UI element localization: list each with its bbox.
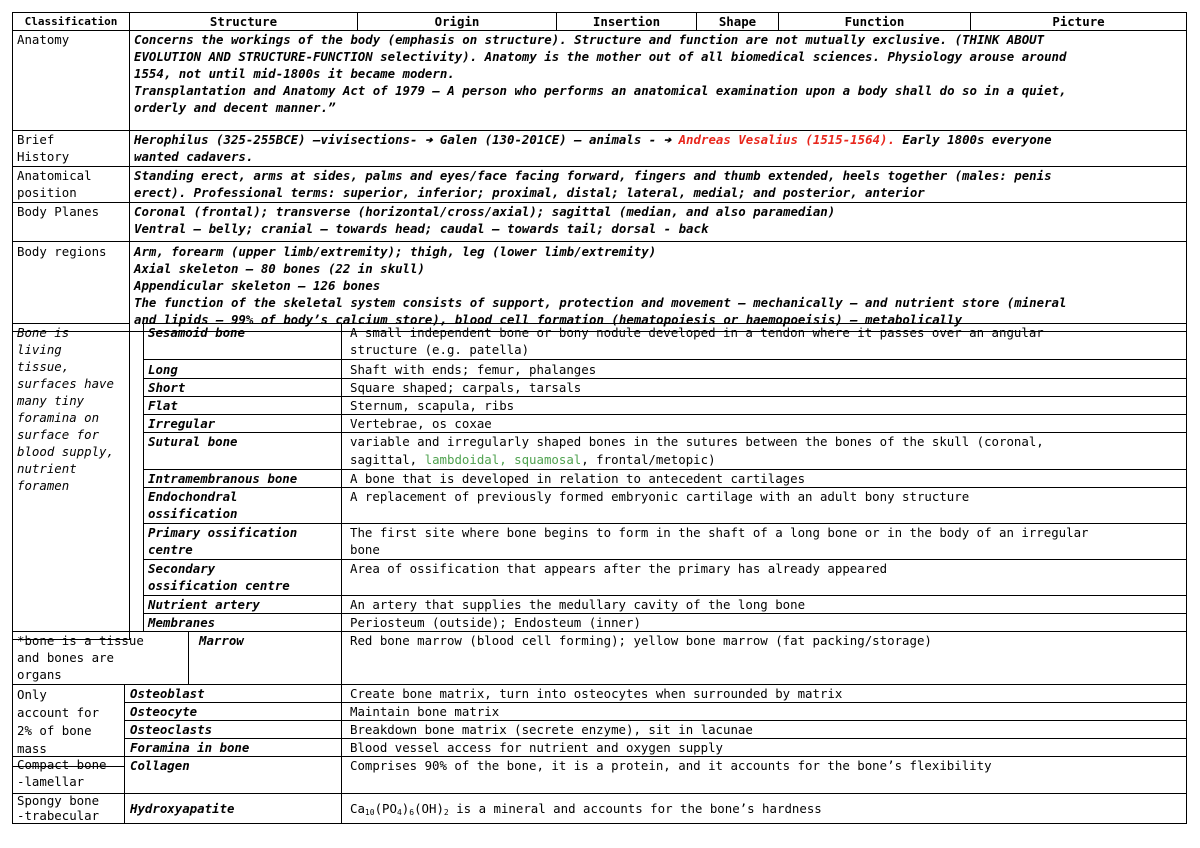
term-secondary-ossification: Secondary — [148, 561, 216, 576]
term-cell — [143, 414, 342, 433]
cells-label: account for — [17, 705, 100, 720]
row-label-body-planes — [12, 202, 130, 242]
row-label-spongy — [12, 793, 125, 824]
desc-line: bone — [350, 542, 380, 557]
desc-cell — [341, 378, 1187, 397]
bone-living-label: nutrient — [17, 461, 77, 476]
marrow-label: and bones are — [17, 650, 114, 665]
anatomical-position-label: Anatomical — [17, 168, 92, 183]
desc-line: Blood vessel access for nutrient and oxygen supply — [350, 740, 723, 755]
term-cell — [143, 378, 342, 397]
bone-living-label: tissue, — [17, 359, 70, 374]
marrow-label: *bone is a tissue — [17, 633, 144, 648]
term-cell — [143, 432, 342, 470]
header-cell-structure — [129, 12, 358, 31]
brief-history-line: wanted cadavers. — [134, 149, 254, 164]
term-cell — [124, 738, 342, 757]
formula: $Ca_{10}(PO_4)_6(OH)_2$ — [350, 801, 449, 817]
desc-line: An artery that supplies the medullary cavity of the long bone — [350, 597, 806, 612]
body-regions-line: The function of the skeletal system consists of support, protection and movement – mechanically – and nutrient store (mineral — [134, 295, 1067, 310]
term-cell — [143, 523, 342, 560]
body-regions-line: Axial skeleton – 80 bones (22 in skull) — [134, 261, 425, 276]
arrow-icon: ➔ — [424, 132, 433, 147]
brief-history-line: Herophilus (325-255BCE) –vivisections- ➔ Galen (130-201CE) – animals - ➔ Andreas Vesalius (1515-1564). Early 1800s everyone — [134, 132, 1052, 147]
bone-living-label: foramina on — [17, 410, 100, 425]
term-cell — [143, 323, 342, 360]
vesalius-highlight: Andreas Vesalius (1515-1564). — [671, 132, 895, 147]
desc-cell — [341, 684, 1187, 703]
term-irregular: Irregular — [148, 416, 216, 431]
body-regions-label: Body regions — [17, 244, 107, 259]
term-marrow: Marrow — [199, 633, 244, 648]
bone-living-label: blood supply, — [17, 444, 114, 459]
term-secondary-ossification: ossification centre — [148, 578, 290, 593]
desc-cell — [341, 359, 1187, 379]
header-cell-insertion — [556, 12, 697, 31]
spongy-label: -trabecular — [17, 808, 100, 823]
header-cell-picture — [970, 12, 1187, 31]
spongy-label: Spongy bone — [17, 793, 100, 808]
header-shape: Shape — [718, 14, 757, 29]
term-cell — [143, 487, 342, 524]
row-label-bone-living — [12, 323, 130, 640]
term-long: Long — [148, 362, 178, 377]
term-endochondral: ossification — [148, 506, 238, 521]
desc-line: Shaft with ends; femur, phalanges — [350, 362, 597, 377]
cells-label: mass — [17, 741, 47, 756]
term-endochondral: Endochondral — [148, 489, 238, 504]
term-hydroxyapatite: Hydroxyapatite — [130, 801, 235, 816]
row-label-anatomy — [12, 30, 130, 131]
anatomy-line: 1554, not until mid-1800s it became modern. — [134, 66, 455, 81]
notes-table — [12, 12, 1187, 824]
desc-line: Sternum, scapula, ribs — [350, 398, 515, 413]
desc-line: $Ca_{10}(PO_4)_6(OH)_2$ is a mineral and accounts for the bone’s hardness — [350, 801, 822, 817]
marrow-label: organs — [17, 667, 62, 682]
desc-line: Comprises 90% of the bone, it is a protein, and it accounts for the bone’s flexibility — [350, 758, 992, 773]
desc-cell — [341, 631, 1187, 685]
term-osteoclasts: Osteoclasts — [130, 722, 213, 737]
desc-line: sagittal, lambdoidal, squamosal, frontal/metopic) — [350, 452, 716, 467]
header-structure: Structure — [209, 14, 278, 29]
desc-line: A small independent bone or bony nodule developed in a tendon where it passes over an angular — [350, 325, 1044, 340]
body-planes-line: Coronal (frontal); transverse (horizontal/cross/axial); sagittal (median, and also paramedian) — [134, 204, 836, 219]
row-label-brief-history — [12, 130, 130, 167]
desc-cell — [341, 595, 1187, 614]
header-cell-shape — [696, 12, 779, 31]
desc-line: A replacement of previously formed embryonic cartilage with an adult bony structure — [350, 489, 970, 504]
term-cell — [143, 469, 342, 488]
row-label-anatomical-position — [12, 166, 130, 203]
desc-line: Square shaped; carpals, tarsals — [350, 380, 582, 395]
desc-cell — [341, 702, 1187, 721]
compact-label: -lamellar — [17, 774, 85, 789]
bone-living-label: foramen — [17, 478, 70, 493]
term-nutrient-artery: Nutrient artery — [148, 597, 260, 612]
anatomy-line: Transplantation and Anatomy Act of 1979 – A person who performs an anatomical examination upon a body shall do so in a quiet, — [134, 83, 1067, 98]
term-short: Short — [148, 380, 186, 395]
header-cell-origin — [357, 12, 557, 31]
cells-label: 2% of bone — [17, 723, 92, 738]
desc-cell — [341, 613, 1187, 632]
row-label-compact — [12, 756, 125, 794]
term-sutural: Sutural bone — [148, 434, 238, 449]
header-function: Function — [844, 14, 905, 29]
desc-line: Vertebrae, os coxae — [350, 416, 492, 431]
anatomical-position-line: erect). Professional terms: superior, inferior; proximal, distal; lateral, medial; and posterior, anterior — [134, 185, 925, 200]
desc-cell — [341, 738, 1187, 757]
desc-cell — [341, 793, 1187, 824]
header-cell-function — [778, 12, 971, 31]
body-regions-line: and lipids – 99% of body’s calcium store), blood cell formation (hematopoiesis or haemopoeisis) – metabolically — [134, 312, 963, 327]
term-cell — [143, 595, 342, 614]
term-membranes: Membranes — [148, 615, 216, 630]
desc-line: Maintain bone matrix — [350, 704, 500, 719]
term-cell — [143, 559, 342, 596]
desc-cell — [341, 487, 1187, 524]
arrow-icon: ➔ — [663, 132, 672, 147]
term-sesamoid: Sesamoid bone — [148, 325, 245, 340]
green-highlight: lambdoidal, squamosal — [424, 452, 582, 467]
brief-history-label: Brief — [17, 132, 55, 147]
term-primary-ossification: Primary ossification — [148, 525, 298, 540]
body-regions-line: Arm, forearm (upper limb/extremity); thigh, leg (lower limb/extremity) — [134, 244, 657, 259]
anatomy-line: Concerns the workings of the body (emphasis on structure). Structure and function are not mutually exclusive. (THINK ABOUT — [134, 32, 1045, 47]
anatomical-position-label: position — [17, 185, 77, 200]
term-foramina: Foramina in bone — [130, 740, 250, 755]
anatomy-label: Anatomy — [17, 32, 70, 47]
desc-line: variable and irregularly shaped bones in the sutures between the bones of the skull (coronal, — [350, 434, 1044, 449]
term-osteocyte: Osteocyte — [130, 704, 198, 719]
desc-line: Red bone marrow (blood cell forming); yellow bone marrow (fat packing/storage) — [350, 633, 932, 648]
desc-cell — [341, 432, 1187, 470]
anatomical-position-content — [129, 166, 1187, 203]
term-cell — [188, 631, 342, 685]
header-cell-classification — [12, 12, 130, 31]
anatomical-position-line: Standing erect, arms at sides, palms and eyes/face facing forward, fingers and thumb extended, heels together (males: penis — [134, 168, 1052, 183]
term-cell — [124, 756, 342, 794]
desc-cell — [341, 523, 1187, 560]
term-primary-ossification: centre — [148, 542, 193, 557]
term-intramembranous: Intramembranous bone — [148, 471, 298, 486]
header-picture: Picture — [1052, 14, 1105, 29]
desc-cell — [341, 414, 1187, 433]
row-label-cells — [12, 684, 125, 767]
anatomy-line: EVOLUTION AND STRUCTURE-FUNCTION selectivity). Anatomy is the mother out of all biomedical sciences. Physiology arouse around — [134, 49, 1067, 64]
compact-label: Compact bone — [17, 757, 107, 772]
term-cell — [124, 684, 342, 703]
body-regions-content — [129, 241, 1187, 332]
term-cell — [143, 396, 342, 415]
desc-cell — [341, 559, 1187, 596]
term-cell — [124, 702, 342, 721]
desc-line: Breakdown bone matrix (secrete enzyme), sit in lacunae — [350, 722, 753, 737]
term-collagen: Collagen — [130, 758, 190, 773]
desc-line: A bone that is developed in relation to antecedent cartilages — [350, 471, 806, 486]
desc-cell — [341, 396, 1187, 415]
brief-history-label: History — [17, 149, 70, 164]
header-origin: Origin — [434, 14, 480, 29]
body-regions-line: Appendicular skeleton – 126 bones — [134, 278, 381, 293]
term-flat: Flat — [148, 398, 178, 413]
body-planes-content — [129, 202, 1187, 242]
header-insertion: Insertion — [592, 14, 661, 29]
desc-line: structure (e.g. patella) — [350, 342, 530, 357]
bone-living-label: living — [17, 342, 62, 357]
body-planes-line: Ventral – belly; cranial – towards head; caudal – towards tail; dorsal - back — [134, 221, 709, 236]
term-cell — [124, 720, 342, 739]
anatomy-content — [129, 30, 1187, 131]
desc-cell — [341, 720, 1187, 739]
row-label-marrow — [12, 631, 189, 685]
desc-line: Periosteum (outside); Endosteum (inner) — [350, 615, 641, 630]
desc-cell — [341, 469, 1187, 488]
brief-history-content — [129, 130, 1187, 167]
term-cell — [143, 359, 342, 379]
anatomy-line: orderly and decent manner.” — [134, 100, 336, 115]
bone-living-label: surfaces have — [17, 376, 114, 391]
desc-line: Create bone matrix, turn into osteocytes when surrounded by matrix — [350, 686, 843, 701]
bone-living-label: surface for — [17, 427, 100, 442]
bone-living-label: many tiny — [17, 393, 85, 408]
cells-label: Only — [17, 687, 47, 702]
desc-cell — [341, 323, 1187, 360]
header-classification: Classification — [24, 15, 118, 28]
term-osteoblast: Osteoblast — [130, 686, 205, 701]
term-cell — [143, 613, 342, 632]
term-cell — [124, 793, 342, 824]
desc-cell — [341, 756, 1187, 794]
desc-line: The first site where bone begins to form in the shaft of a long bone or in the body of an irregular — [350, 525, 1089, 540]
desc-line: Area of ossification that appears after the primary has already appeared — [350, 561, 888, 576]
body-planes-label: Body Planes — [17, 204, 100, 219]
row-label-body-regions — [12, 241, 130, 332]
bone-living-label: Bone is — [17, 325, 70, 340]
